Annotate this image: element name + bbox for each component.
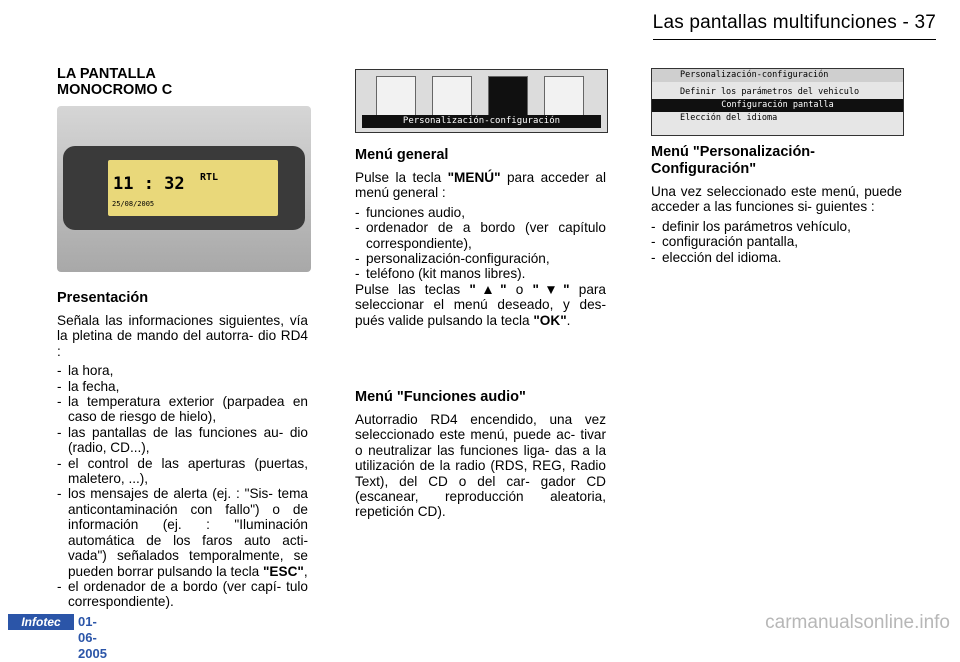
infotec-logo: Infotec <box>8 614 74 630</box>
presentacion-intro: Señala las informaciones siguientes, vía la pletina de mando del autorra- dio RD4 : <box>57 313 308 359</box>
header-rule <box>653 39 936 40</box>
section-heading-line-2: MONOCROMO C <box>57 82 173 98</box>
list-item: - personalización-configuración, <box>355 251 606 266</box>
list-item-text: los mensajes de alerta (ej. : "Sis- tema anticontaminación con fallo") o de información (ej. : "Iluminación automática de los faros auto acti- vada") señalados temporalmente, se pueden borrar pulsando la tecla <box>68 486 308 579</box>
trip-computer-icon <box>432 76 472 116</box>
audio-icon <box>376 76 416 116</box>
list-item: - configuración pantalla, <box>651 234 902 249</box>
down-key-label: "▼" <box>532 281 570 297</box>
list-item: - el ordenador de a bordo (ver capí- tulo correspondiente). <box>57 579 308 610</box>
nav-text-tail: . <box>566 312 571 328</box>
navigation-instructions <box>355 282 606 328</box>
config-screen-image <box>651 68 904 136</box>
audio-menu-text: Autorradio RD4 encendido, una vez seleccionado este menú, puede ac- tivar o neutralizar las funciones liga- das a la utilización de la radio (RDS, REG, Radio Text), del CD o del car- gador CD (escanear, reproducción aleatoria, repetición CD). <box>355 412 606 520</box>
list-item: - las pantallas de las funciones au- dio (radio, CD...), <box>57 425 308 456</box>
display-time: 11 : 32 <box>113 174 185 194</box>
config-screen-line: Definir los parámetros del vehiculo <box>680 87 860 97</box>
audio-menu-title: Menú "Funciones audio" <box>355 389 526 405</box>
config-menu-title: Menú "Personalización- Configuración" <box>651 144 815 177</box>
config-menu-intro: Una vez seleccionado este menú, puede acceder a las funciones si- guientes : <box>651 184 902 215</box>
list-item: - definir los parámetros vehículo, <box>651 219 902 234</box>
list-item: - la fecha, <box>57 379 308 394</box>
phone-icon <box>544 76 584 116</box>
section-heading <box>57 66 172 98</box>
list-item: - funciones audio, <box>355 205 606 220</box>
ok-key-label: "OK" <box>533 312 567 328</box>
list-item: - ordenador de a bordo (ver capítulo correspondiente), <box>355 220 606 251</box>
list-item: - teléfono (kit manos libres). <box>355 266 606 281</box>
page-header <box>653 12 936 34</box>
menu-general-tail: para acceder al menú general : <box>355 170 606 201</box>
list-item-tail: , <box>303 563 308 579</box>
presentacion-title: Presentación <box>57 290 149 306</box>
config-screen-line: Elección del idioma <box>680 113 778 123</box>
display-housing <box>63 146 305 230</box>
menu-general-list <box>355 205 606 282</box>
menu-general-intro <box>355 170 606 201</box>
list-item: - el control de las aperturas (puertas, maletero, ...), <box>57 456 308 487</box>
audio-section <box>355 389 606 524</box>
menu-screen-image <box>355 69 608 133</box>
column-1 <box>57 290 308 610</box>
list-item: - elección del idioma. <box>651 250 902 265</box>
page-title: Las pantallas multifunciones - 37 <box>652 12 936 33</box>
nav-text: Pulse las teclas <box>355 281 461 297</box>
section-heading-line-1: LA PANTALLA <box>57 66 156 82</box>
list-item <box>57 486 308 578</box>
presentacion-list <box>57 363 308 610</box>
display-photo <box>57 106 311 272</box>
list-item: - la temperatura exterior (parpadea en caso de riesgo de hielo), <box>57 394 308 425</box>
watermark: carmanualsonline.info <box>765 612 950 633</box>
nav-text: para seleccionar el menú deseado, y des- pués valide pulsando la tecla <box>355 281 606 328</box>
nav-text-or: o <box>515 281 524 297</box>
menu-general-lead: Pulse la tecla <box>355 170 442 185</box>
settings-icon <box>488 76 528 116</box>
column-2 <box>355 147 606 332</box>
list-item: - la hora, <box>57 363 308 378</box>
config-screen-highlight: Configuración pantalla <box>652 99 903 112</box>
footer-date: 01-06-2005 <box>78 614 107 661</box>
display-screen <box>108 160 278 216</box>
config-menu-list <box>651 219 902 265</box>
menu-key-label: "MENÚ" <box>447 170 501 185</box>
config-screen-title: Personalización-configuración <box>652 69 903 82</box>
column-3 <box>651 144 902 265</box>
display-date: 25/08/2005 <box>112 200 155 208</box>
esc-key-label: "ESC" <box>262 563 304 579</box>
menu-general-title: Menú general <box>355 147 449 163</box>
display-station: RTL <box>200 172 219 183</box>
menu-screen-bar: Personalización-configuración <box>362 115 601 128</box>
up-key-label: "▲" <box>469 281 507 297</box>
